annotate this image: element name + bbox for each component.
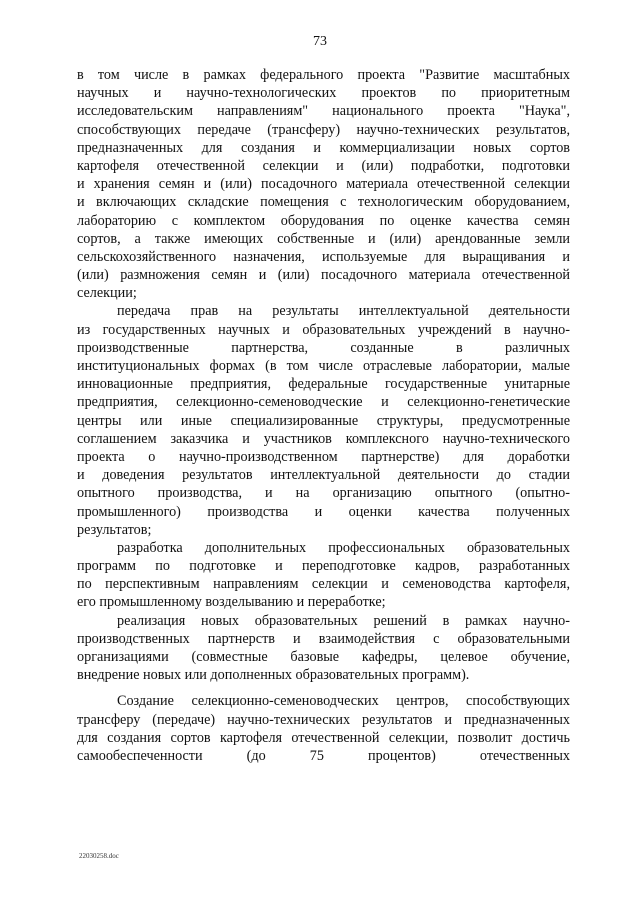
text-line: центры или иные специализированные структуры, предусмотренные	[77, 412, 570, 429]
text-line: из государственных научных и образовательных учреждений в научно-	[77, 321, 570, 338]
text-line: и включающих складские помещения с технологическим оборудованием,	[77, 194, 570, 211]
text-line: по перспективным направлениям селекции и семеноводства картофеля,	[77, 576, 570, 593]
text-line: картофеля отечественной селекции и (или) подработки, подготовки	[77, 157, 570, 174]
text-line: опытного производства, и на организацию опытного (опытно-	[77, 485, 570, 502]
text-line: организациями (совместные базовые кафедры, целевое обучение,	[77, 649, 570, 665]
text-line: и доведения результатов интеллектуальной деятельности до стадии	[77, 467, 570, 484]
text-line: внедрение новых или дополненных образовательных программ).	[77, 667, 470, 684]
text-line: лабораторию с комплектом оборудования по оценке качества семян	[77, 212, 570, 229]
text-line: проекта о научно-производственном партнерстве) для доработки	[77, 448, 570, 465]
text-line: и хранения семян и (или) посадочного материала отечественной селекции	[77, 176, 570, 193]
text-line: предназначенных для создания и коммерциализации новых сортов	[77, 139, 570, 156]
text-line: предприятия, селекционно-семеноводческие и селекционно-генетические	[77, 394, 570, 411]
text-line: его промышленному возделыванию и переработке;	[77, 594, 386, 611]
text-line: исследовательским направлениям" национального проекта "Наука",	[77, 103, 570, 120]
document-body	[77, 66, 570, 765]
text-line: программ по подготовке и переподготовке кадров, разработанных	[77, 558, 570, 575]
text-line: разработка дополнительных профессиональных образовательных	[117, 539, 570, 556]
text-line: инновационные предприятия, федеральные государственные унитарные	[77, 376, 570, 393]
text-line: соглашением заказчика и участников комплексного научно-технического	[77, 430, 570, 447]
text-line: способствующих передаче (трансферу) научно-технических результатов,	[77, 121, 570, 138]
text-line: (или) размножения семян и (или) посадочного материала отечественной	[77, 267, 570, 284]
text-line: в том числе в рамках федерального проекта "Развитие масштабных	[77, 67, 570, 83]
text-line: селекции;	[77, 285, 137, 302]
page-number: 73	[313, 34, 327, 49]
text-line: производственные партнерства, созданные в различных	[77, 339, 570, 356]
text-line: сельскохозяйственного назначения, используемые для выращивания и	[77, 248, 570, 265]
text-line: сортов, а также имеющих собственные и (или) арендованные земли	[77, 230, 570, 247]
footer-filename: 22030258.doc	[79, 852, 119, 860]
text-line: результатов;	[77, 521, 152, 538]
text-line: институциональных формах (в том числе отраслевые лаборатории, малые	[77, 358, 570, 374]
text-line: реализация новых образовательных решений в рамках научно-	[117, 612, 570, 629]
text-line: промышленного) производства и оценки качества полученных	[77, 503, 570, 520]
text-line: для создания сортов картофеля отечественной селекции, позволит достичь	[77, 729, 570, 746]
text-line: трансферу (передаче) научно-технических результатов и предназначенных	[77, 711, 570, 728]
text-line: производственных партнерств и взаимодействия с образовательными	[77, 630, 570, 647]
text-line: научных и научно-технологических проектов по приоритетным	[77, 85, 570, 102]
text-line: самообеспеченности (до 75 процентов) отечественных	[77, 747, 570, 764]
text-line: Создание селекционно-семеноводческих центров, способствующих	[117, 693, 570, 710]
text-line: передача прав на результаты интеллектуальной деятельности	[117, 303, 570, 320]
